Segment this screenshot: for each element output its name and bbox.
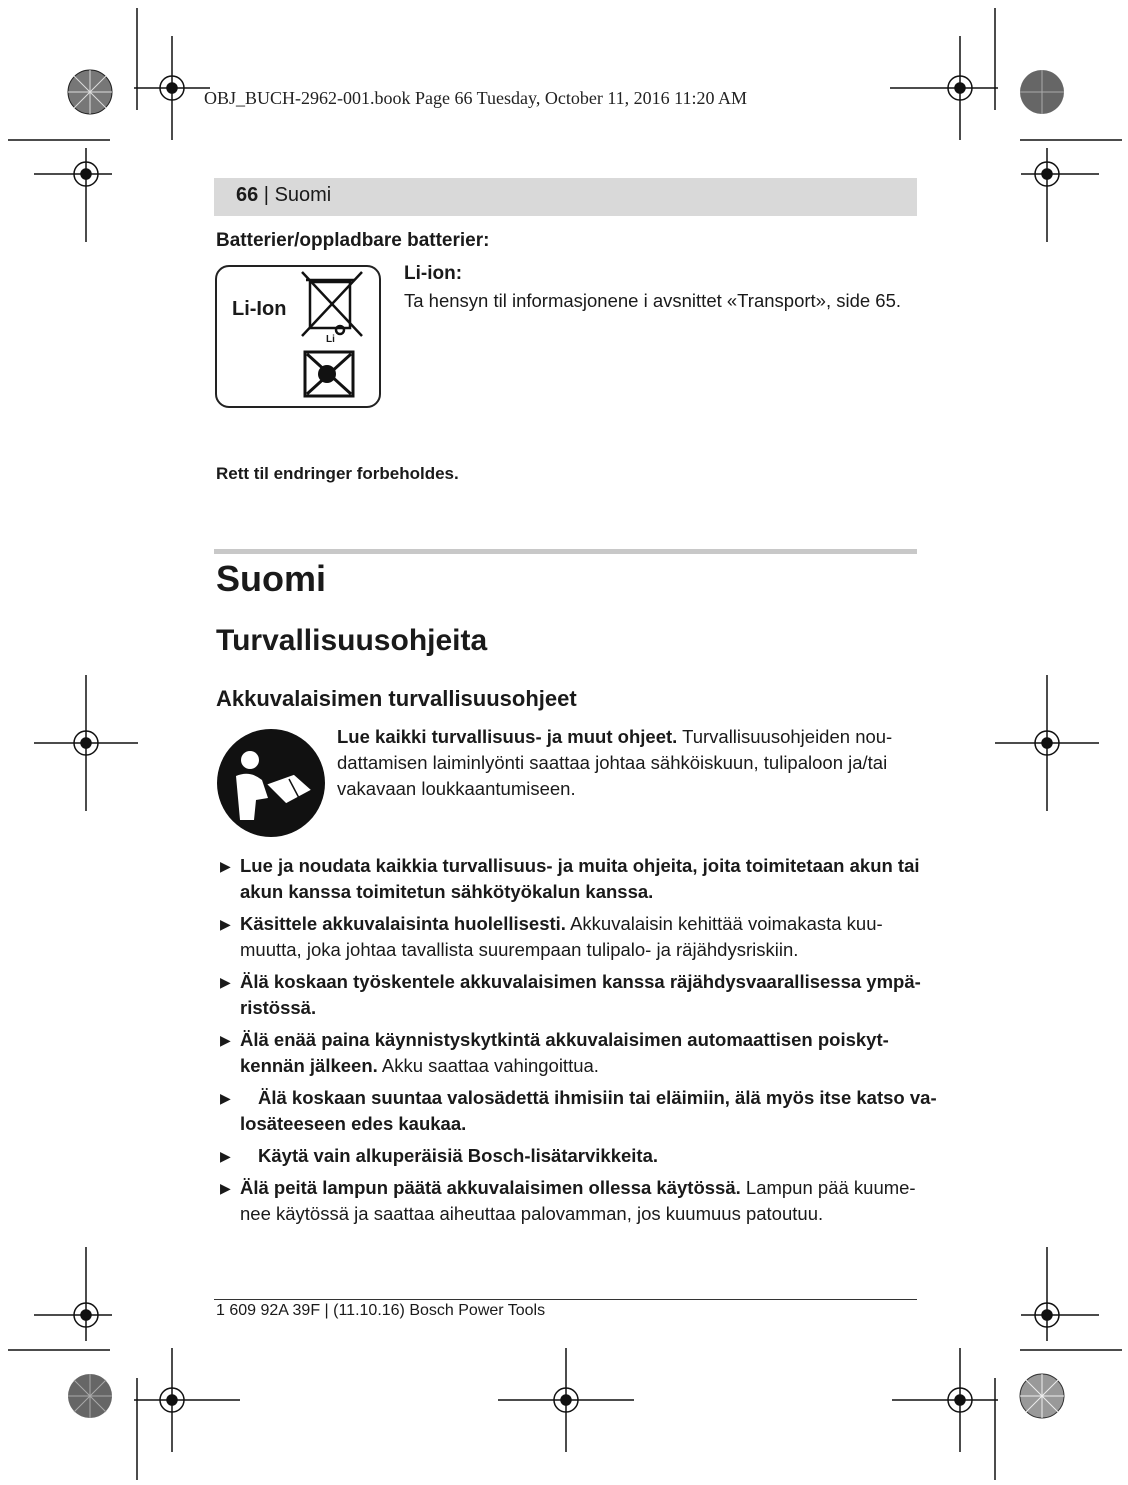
reserved-notice: Rett til endringer forbeholdes. bbox=[216, 464, 459, 483]
list-item bbox=[216, 1085, 936, 1137]
registration-mark-icon bbox=[34, 675, 138, 811]
bullet-text: nee käytössä ja saattaa aiheuttaa palovamman, jos kuumuus patoutuu. bbox=[240, 1203, 824, 1224]
page-section: Suomi bbox=[274, 184, 332, 206]
list-item bbox=[216, 969, 936, 1021]
bullet-triangle-icon: ▶ bbox=[220, 1090, 231, 1106]
read-manual-bold: Lue kaikki turvallisuus- ja muut ohjeet. bbox=[337, 726, 678, 747]
list-item bbox=[216, 911, 936, 963]
registration-mark-icon bbox=[34, 1247, 112, 1341]
page-number: 66 bbox=[236, 184, 259, 206]
bullet-triangle-icon: ▶ bbox=[220, 1180, 231, 1196]
star-target-icon bbox=[1020, 70, 1064, 114]
bullet-bold-text: Lue ja noudata kaikkia turvallisuus- ja muita ohjeita, joita toimitetaan akun tai bbox=[240, 855, 920, 876]
registration-mark-icon bbox=[1021, 148, 1099, 242]
bullet-text: Akkuvalaisin kehittää voimakasta kuu- bbox=[565, 913, 883, 934]
separator: | bbox=[258, 184, 275, 206]
safety-bullet-list bbox=[216, 853, 936, 1233]
bullet-bold-text: akun kanssa toimitetun sähkötyökalun kanssa. bbox=[240, 881, 654, 902]
bullet-bold-text: losäteeseen edes kaukaa. bbox=[240, 1113, 467, 1134]
bullet-bold-text: Älä koskaan suuntaa valosädettä ihmisiin tai eläimiin, älä myös itse katso va- bbox=[258, 1087, 937, 1108]
list-item bbox=[216, 1027, 936, 1079]
star-target-icon bbox=[1020, 1374, 1064, 1418]
page-footer: 1 609 92A 39F | (11.10.16) Bosch Power Tools bbox=[216, 1302, 546, 1319]
registration-mark-icon bbox=[134, 1348, 240, 1452]
registration-mark-icon bbox=[34, 148, 112, 242]
bullet-triangle-icon: ▶ bbox=[220, 1148, 231, 1164]
read-manual-line-3: vakavaan loukkaantumiseen. bbox=[337, 778, 576, 799]
list-item bbox=[216, 853, 936, 905]
footer-rule bbox=[214, 1299, 917, 1300]
list-item bbox=[216, 1175, 936, 1227]
bullet-triangle-icon: ▶ bbox=[220, 1032, 231, 1048]
li-sub-label: Li bbox=[326, 334, 335, 345]
read-manual-icon bbox=[216, 728, 326, 838]
bullet-bold-text: ristössä. bbox=[240, 997, 317, 1018]
bullet-bold-text: Älä peitä lampun päätä akkuvalaisimen ollessa käytössä. bbox=[240, 1177, 741, 1198]
page-header-text bbox=[236, 184, 331, 207]
bullet-bold-text: Käsittele akkuvalaisinta huolellisesti. bbox=[240, 913, 566, 934]
read-manual-line-2: dattamisen laiminlyönti saattaa johtaa sähköiskuun, tulipaloon ja/tai bbox=[337, 752, 888, 773]
lamp-safety-heading: Akkuvalaisimen turvallisuusohjeet bbox=[216, 686, 577, 711]
star-target-icon bbox=[68, 70, 112, 114]
bullet-triangle-icon: ▶ bbox=[220, 858, 231, 874]
bullet-text: Akku saattaa vahingoittua. bbox=[377, 1055, 599, 1076]
list-item bbox=[216, 1143, 936, 1169]
no-disposal-icon bbox=[303, 350, 355, 398]
battery-heading: Batterier/oppladbare batterier: bbox=[216, 230, 490, 251]
liion-symbol-label: Li-Ion bbox=[232, 298, 287, 320]
print-header: OBJ_BUCH-2962-001.book Page 66 Tuesday, October 11, 2016 11:20 AM bbox=[204, 88, 747, 108]
bullet-triangle-icon: ▶ bbox=[220, 916, 231, 932]
registration-mark-icon bbox=[1021, 1247, 1099, 1341]
bullet-bold-text: Älä enää paina käynnistyskytkintä akkuvalaisimen automaattisen poiskyt- bbox=[240, 1029, 889, 1050]
liion-text: Ta hensyn til informasjonene i avsnittet «Transport», side 65. bbox=[404, 290, 902, 311]
bullet-text: Lampun pää kuume- bbox=[740, 1177, 916, 1198]
registration-mark-icon bbox=[134, 36, 210, 140]
safety-heading: Turvallisuusohjeita bbox=[216, 624, 488, 657]
registration-mark-icon bbox=[892, 1348, 998, 1452]
read-manual-line-1: Turvallisuusohjeiden nou- bbox=[677, 726, 893, 747]
liion-title: Li-ion: bbox=[404, 263, 463, 284]
bullet-bold-text: kennän jälkeen. bbox=[240, 1055, 378, 1076]
registration-mark-icon bbox=[890, 36, 998, 140]
bullet-text: muutta, joka johtaa tavallista suurempaan tulipalo- ja räjähdysriskiin. bbox=[240, 939, 799, 960]
bullet-triangle-icon: ▶ bbox=[220, 974, 231, 990]
bullet-bold-text: Älä koskaan työskentele akkuvalaisimen kanssa räjähdysvaarallisessa ympä- bbox=[240, 971, 921, 992]
language-heading: Suomi bbox=[216, 558, 327, 599]
star-target-icon bbox=[68, 1374, 112, 1418]
bullet-bold-text: Käytä vain alkuperäisiä Bosch-lisätarvikkeita. bbox=[258, 1145, 659, 1166]
section-rule bbox=[214, 549, 917, 554]
registration-mark-icon bbox=[498, 1348, 634, 1452]
read-manual-warning bbox=[337, 724, 917, 802]
registration-mark-icon bbox=[995, 675, 1099, 811]
